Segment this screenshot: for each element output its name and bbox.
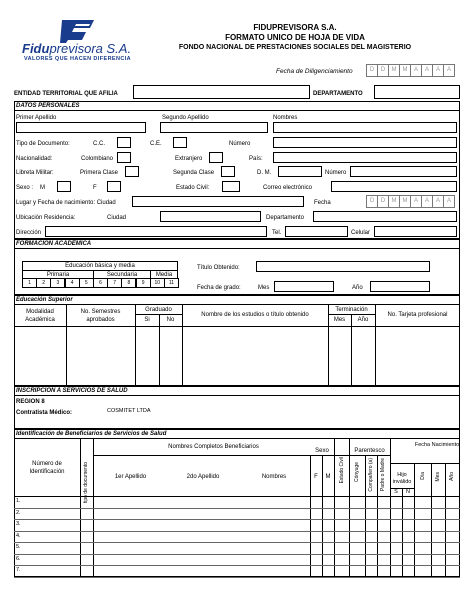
graduado-header: Graduado — [145, 307, 172, 313]
date-cell[interactable]: D — [377, 195, 389, 208]
beneficiario-row-number: 2. — [16, 509, 21, 516]
secundaria-header: Secundaria — [93, 270, 151, 279]
row-divider — [14, 565, 460, 566]
beneficiario-row-number: 1. — [16, 498, 21, 504]
hijo-invalido-n-header: N — [406, 489, 410, 495]
colombiano-checkbox[interactable] — [117, 152, 131, 163]
estado-civil-header: Estado Civil — [339, 457, 345, 484]
ce-label: C.E. — [150, 141, 162, 147]
grade-cell[interactable]: 6 — [93, 278, 108, 288]
ciudad-nacimiento-input[interactable] — [132, 196, 304, 207]
row-divider — [14, 508, 460, 509]
fecha-grado-label: Fecha de grado: — [197, 285, 241, 291]
estado-civil-input[interactable] — [222, 181, 240, 192]
departamento-residencia-label: Departamento — [266, 215, 305, 221]
numero-libreta-input[interactable] — [350, 166, 457, 177]
sexo-header: Sexo — [315, 448, 329, 454]
pais-label: País: — [249, 156, 263, 162]
padre-madre-header: Padre o Madre — [380, 458, 386, 492]
contratista-label: Contratista Médico: — [16, 410, 73, 416]
parentesco-header: Parentesco — [354, 448, 385, 454]
titulo-obtenido-input[interactable] — [256, 261, 430, 272]
primer-apellido-header: 1er Apellido — [114, 474, 147, 480]
logo-brand-rest: previsora S.A. — [49, 41, 132, 56]
terminacion-header: Terminación — [335, 307, 368, 313]
segundo-apellido-label: Segundo Apellido — [162, 115, 209, 121]
beneficiarios-title: Identificación de Beneficiarios de Servicios de Salud — [16, 431, 167, 437]
ciudad-residencia-label: Ciudad — [107, 215, 127, 221]
date-cell[interactable]: D — [366, 64, 378, 77]
tipo-documento-label: Tipo de Documento: — [16, 141, 70, 147]
primera-clase-checkbox[interactable] — [125, 166, 139, 177]
date-cell[interactable]: D — [377, 64, 389, 77]
primer-apellido-label: Primer Apellido — [16, 115, 57, 121]
grade-cell[interactable]: 7 — [107, 278, 122, 288]
date-cell[interactable]: A — [443, 195, 455, 208]
inscripcion-salud-title: INSCRIPCION A SERVICIOS DE SALUD — [16, 388, 128, 394]
terminacion-anio-header: Año — [357, 317, 369, 323]
direccion-input[interactable] — [45, 226, 267, 237]
contratista-value: COSMITET LTDA — [107, 408, 151, 414]
segundo-apellido-input[interactable] — [160, 122, 268, 133]
grade-cell[interactable]: 5 — [79, 278, 94, 288]
numero-libreta-label: Número — [325, 170, 347, 176]
sexo-f-checkbox[interactable] — [107, 181, 121, 192]
departamento-label: DEPARTAMENTO — [313, 91, 363, 97]
departamento-residencia-input[interactable] — [313, 211, 457, 222]
dm-input[interactable] — [278, 166, 322, 177]
numero-identificacion-header: Número de Identificación — [29, 461, 65, 475]
nombres-completos-header: Nombres Completos Beneficiarios — [168, 444, 259, 450]
beneficiario-row-number: 3. — [16, 521, 21, 527]
sexo-f-header: F — [314, 474, 318, 480]
row-divider — [14, 519, 460, 520]
grade-cell[interactable]: 8 — [121, 278, 136, 288]
fecha-anio-header: Año — [449, 472, 455, 481]
ce-checkbox[interactable] — [173, 137, 187, 148]
educacion-basica-header: Educación básica y media — [22, 261, 178, 271]
sexo-f-label: F — [93, 185, 97, 191]
grade-cell[interactable]: 3 — [50, 278, 65, 288]
colombiano-label: Colombiano — [81, 156, 114, 162]
terminacion-mes-header: Mes — [333, 317, 346, 323]
graduado-si-header: Si — [144, 317, 150, 323]
fecha-grado-anio-input[interactable] — [370, 281, 430, 292]
row-divider — [14, 554, 460, 555]
graduado-no-header: No — [166, 317, 175, 323]
header-company: FIDUPREVISORA S.A. — [253, 23, 337, 32]
date-cell[interactable]: M — [388, 64, 400, 77]
date-cell[interactable]: A — [410, 64, 422, 77]
grade-cell[interactable]: 11 — [164, 278, 179, 288]
nombre-estudios-header: Nombre de los estudios o título obtenido — [201, 312, 309, 318]
grade-cell[interactable]: 10 — [150, 278, 165, 288]
correo-input[interactable] — [331, 181, 457, 192]
numero-documento-input[interactable] — [273, 137, 457, 148]
celular-input[interactable] — [374, 226, 457, 237]
companero-header: Compañero (a) — [368, 458, 374, 492]
departamento-input[interactable] — [374, 85, 460, 99]
datos-personales-title: DATOS PERSONALES — [16, 103, 80, 109]
nombres-header: Nombres — [261, 474, 287, 480]
ubicacion-residencia-label: Ubicación Residencia: — [16, 215, 76, 221]
conyuge-header: Cónyuge — [354, 462, 360, 483]
titulo-obtenido-label: Título Obtenido: — [197, 265, 240, 271]
libreta-militar-label: Libreta Militar: — [16, 170, 54, 176]
estado-civil-label: Estado Civil: — [176, 185, 210, 191]
educacion-superior-title: Educación Superior — [16, 297, 73, 303]
lugar-fecha-nacimiento-label: Lugar y Fecha de nacimiento: Ciudad — [16, 200, 116, 206]
fecha-mes-header: Mes — [435, 472, 441, 482]
beneficiario-row-number: 4. — [16, 532, 21, 539]
grade-cell[interactable]: 2 — [36, 278, 51, 288]
date-cell[interactable]: A — [410, 195, 422, 208]
tarjeta-profesional-header: No. Tarjeta profesional — [387, 312, 448, 318]
sexo-m-checkbox[interactable] — [57, 181, 71, 192]
logo-tagline: VALORES QUE HACEN DIFERENCIA — [24, 56, 132, 62]
media-header: Media — [150, 270, 178, 279]
fecha-grado-anio-label: Año — [352, 285, 363, 291]
grade-cell[interactable]: 9 — [136, 278, 151, 288]
semestres-header: No. Semestres aprobados — [80, 309, 121, 323]
segunda-clase-label: Segunda Clase — [173, 170, 215, 176]
row-divider — [14, 531, 460, 532]
entidad-input[interactable] — [133, 85, 310, 99]
nombres-label: Nombres — [273, 115, 298, 121]
date-cell[interactable]: A — [421, 64, 433, 77]
fecha-diligenciamiento-label: Fecha de Diligenciamiento — [276, 68, 353, 75]
date-cell[interactable]: A — [421, 195, 433, 208]
row-divider — [14, 542, 460, 543]
fecha-dia-header: Día — [420, 472, 426, 480]
extranjero-checkbox[interactable] — [209, 152, 223, 163]
logo-brand-bold: Fidu — [22, 41, 50, 56]
primera-clase-label: Primera Clase — [80, 170, 119, 176]
sexo-label: Sexo : — [16, 185, 34, 191]
date-cell[interactable]: M — [399, 195, 411, 208]
header-form-title: FORMATO UNICO DE HOJA DE VIDA — [225, 33, 365, 42]
date-cell[interactable]: A — [432, 195, 444, 208]
pais-input[interactable] — [273, 152, 457, 163]
sexo-m-header: M — [325, 474, 331, 480]
header-fund: FONDO NACIONAL DE PRESTACIONES SOCIALES DEL MAGISTERIO — [178, 44, 412, 51]
hijo-invalido-s-header: S — [394, 489, 398, 495]
modalidad-header: Modalidad Académica — [25, 309, 55, 323]
beneficiario-row-number: 6. — [16, 555, 21, 562]
grade-cell[interactable]: 1 — [22, 278, 37, 288]
segundo-apellido-header: 2do Apellido — [186, 474, 220, 480]
grade-cell[interactable]: 4 — [65, 278, 80, 288]
date-cell[interactable]: M — [388, 195, 400, 208]
nacionalidad-label: Nacionalidad: — [16, 156, 53, 162]
cc-checkbox[interactable] — [117, 137, 131, 148]
beneficiario-row-number: 5. — [16, 544, 21, 550]
cc-label: C.C. — [93, 141, 105, 147]
celular-label: Celular — [351, 230, 371, 236]
date-cell[interactable]: D — [366, 195, 378, 208]
primer-apellido-input[interactable] — [16, 122, 146, 133]
tel-input[interactable] — [285, 226, 348, 237]
segunda-clase-checkbox[interactable] — [221, 166, 235, 177]
region-label: REGION 8 — [16, 399, 45, 405]
date-cell[interactable]: M — [399, 64, 411, 77]
entidad-label: ENTIDAD TERRITORIAL QUE AFILIA — [14, 91, 118, 97]
fecha-nacimiento-label: Fecha — [314, 200, 331, 206]
fecha-grado-mes-input[interactable] — [274, 281, 334, 292]
tel-label: Tel. — [272, 230, 282, 236]
dm-label: D. M. — [257, 170, 272, 176]
sexo-m-label: M — [40, 185, 45, 191]
beneficiario-row-number: 7. — [16, 567, 21, 573]
fecha-grado-mes-label: Mes — [258, 285, 270, 291]
correo-label: Correo electrónico — [263, 185, 313, 191]
fecha-nacimiento-header: Fecha Nacimiento — [414, 442, 460, 448]
nombres-input[interactable] — [273, 122, 457, 133]
formacion-academica-title: FORMACIÓN ACADÉMICA — [16, 241, 92, 247]
ciudad-residencia-input[interactable] — [160, 211, 261, 222]
date-cell[interactable]: A — [432, 64, 444, 77]
numero-label: Número — [229, 141, 251, 147]
row-divider — [14, 577, 460, 578]
primaria-header: Primaria — [22, 270, 94, 279]
date-cell[interactable]: A — [443, 64, 455, 77]
tipo-documento-header: tipo de documento — [83, 462, 89, 504]
hijo-invalido-header: Hijo inválido — [392, 472, 412, 485]
extranjero-label: Extranjero — [175, 156, 203, 162]
direccion-label: Dirección — [16, 230, 42, 236]
